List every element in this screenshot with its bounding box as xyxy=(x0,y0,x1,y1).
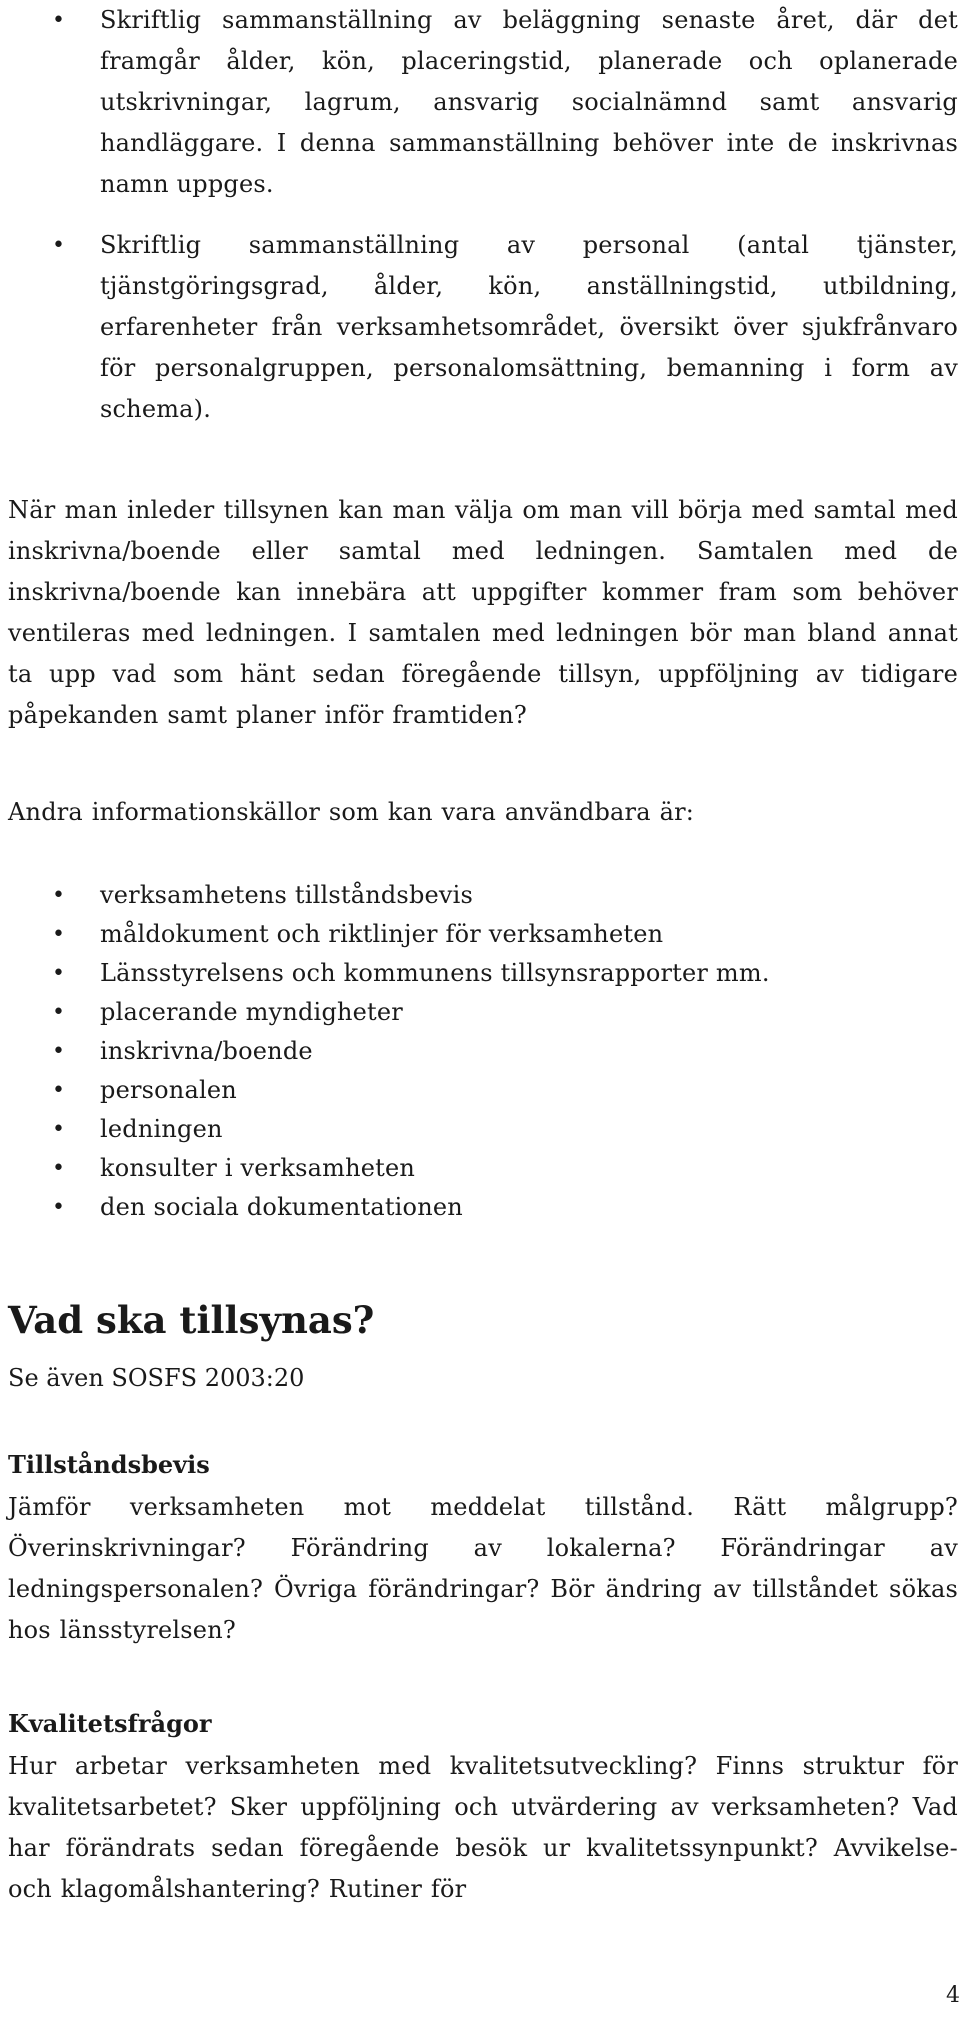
bullet-icon: • xyxy=(52,8,66,33)
list-item-text: verksamhetens tillståndsbevis xyxy=(100,881,474,909)
bullet-icon: • xyxy=(52,1039,66,1064)
list-item xyxy=(8,1188,958,1227)
bullet-icon: • xyxy=(52,883,66,908)
bullet-icon: • xyxy=(52,233,66,258)
list-item-text: konsulter i verksamheten xyxy=(100,1154,416,1182)
list-item xyxy=(8,876,958,915)
sources-list xyxy=(8,876,958,1227)
list-item xyxy=(8,993,958,1032)
list-item-text: Skriftlig sammanställning av beläggning senaste året, där det framgår ålder, kön, placeringstid, planerade och oplanerade utskrivningar, lagrum, ansvarig socialnämnd samt ansvarig handläggare. I denna sammanställning behöver inte de inskrivnas namn uppges. xyxy=(100,6,958,198)
top-bullet-list xyxy=(8,0,958,430)
section-reference: Se även SOSFS 2003:20 xyxy=(8,1364,305,1392)
list-item xyxy=(8,1071,958,1110)
list-item xyxy=(8,1032,958,1071)
list-item-text: Länsstyrelsens och kommunens tillsynsrapporter mm. xyxy=(100,959,770,987)
kvalitetsfragor-text: Hur arbetar verksamheten med kvalitetsutveckling? Finns struktur för kvalitetsarbetet? Sker uppföljning och utvärdering av verksamheten? Vad har förändrats sedan föregående besök ur kvalitetssynpunkt? Avvikelse- och klagomålshantering? Rutiner för xyxy=(8,1752,958,1903)
list-item-text: personalen xyxy=(100,1076,237,1104)
kvalitetsfragor-heading: Kvalitetsfrågor xyxy=(8,1709,212,1738)
sources-intro: Andra informationskällor som kan vara användbara är: xyxy=(8,798,695,826)
list-item xyxy=(8,915,958,954)
list-item-text: Skriftlig sammanställning av personal (antal tjänster, tjänstgöringsgrad, ålder, kön, anställningstid, utbildning, erfarenheter från verksamhetsområdet, översikt över sjukfrånvaro för personalgruppen, personalomsättning, bemanning i form av schema). xyxy=(100,231,958,423)
tillstandsbevis-heading: Tillståndsbevis xyxy=(8,1450,210,1479)
list-item xyxy=(8,1149,958,1188)
tillstandsbevis-text: Jämför verksamheten mot meddelat tillstånd. Rätt målgrupp? Överinskrivningar? Förändring av lokalerna? Förändringar av ledningspersonalen? Övriga förändringar? Bör ändring av tillståndet sökas hos länsstyrelsen? xyxy=(8,1493,958,1644)
section-title: Vad ska tillsynas? xyxy=(8,1298,375,1342)
bullet-icon: • xyxy=(52,1156,66,1181)
bullet-icon: • xyxy=(52,961,66,986)
list-item-text: inskrivna/boende xyxy=(100,1037,313,1065)
intro-paragraph: När man inleder tillsynen kan man välja om man vill börja med samtal med inskrivna/boende eller samtal med ledningen. Samtalen med de inskrivna/boende kan innebära att uppgifter kommer fram som behöver ventileras med ledningen. I samtalen med ledningen bör man bland annat ta upp vad som hänt sedan föregående tillsyn, uppföljning av tidigare påpekanden samt planer inför framtiden? xyxy=(8,496,958,729)
list-item xyxy=(8,225,958,430)
page-number: 4 xyxy=(946,1983,960,2008)
list-item xyxy=(8,954,958,993)
list-item-text: placerande myndigheter xyxy=(100,998,403,1026)
list-item xyxy=(8,1110,958,1149)
bullet-icon: • xyxy=(52,1000,66,1025)
bullet-icon: • xyxy=(52,1117,66,1142)
list-item-text: den sociala dokumentationen xyxy=(100,1193,463,1221)
bullet-icon: • xyxy=(52,1078,66,1103)
list-item-text: måldokument och riktlinjer för verksamheten xyxy=(100,920,664,948)
bullet-icon: • xyxy=(52,922,66,947)
list-item-text: ledningen xyxy=(100,1115,223,1143)
list-item xyxy=(8,0,958,205)
bullet-icon: • xyxy=(52,1195,66,1220)
